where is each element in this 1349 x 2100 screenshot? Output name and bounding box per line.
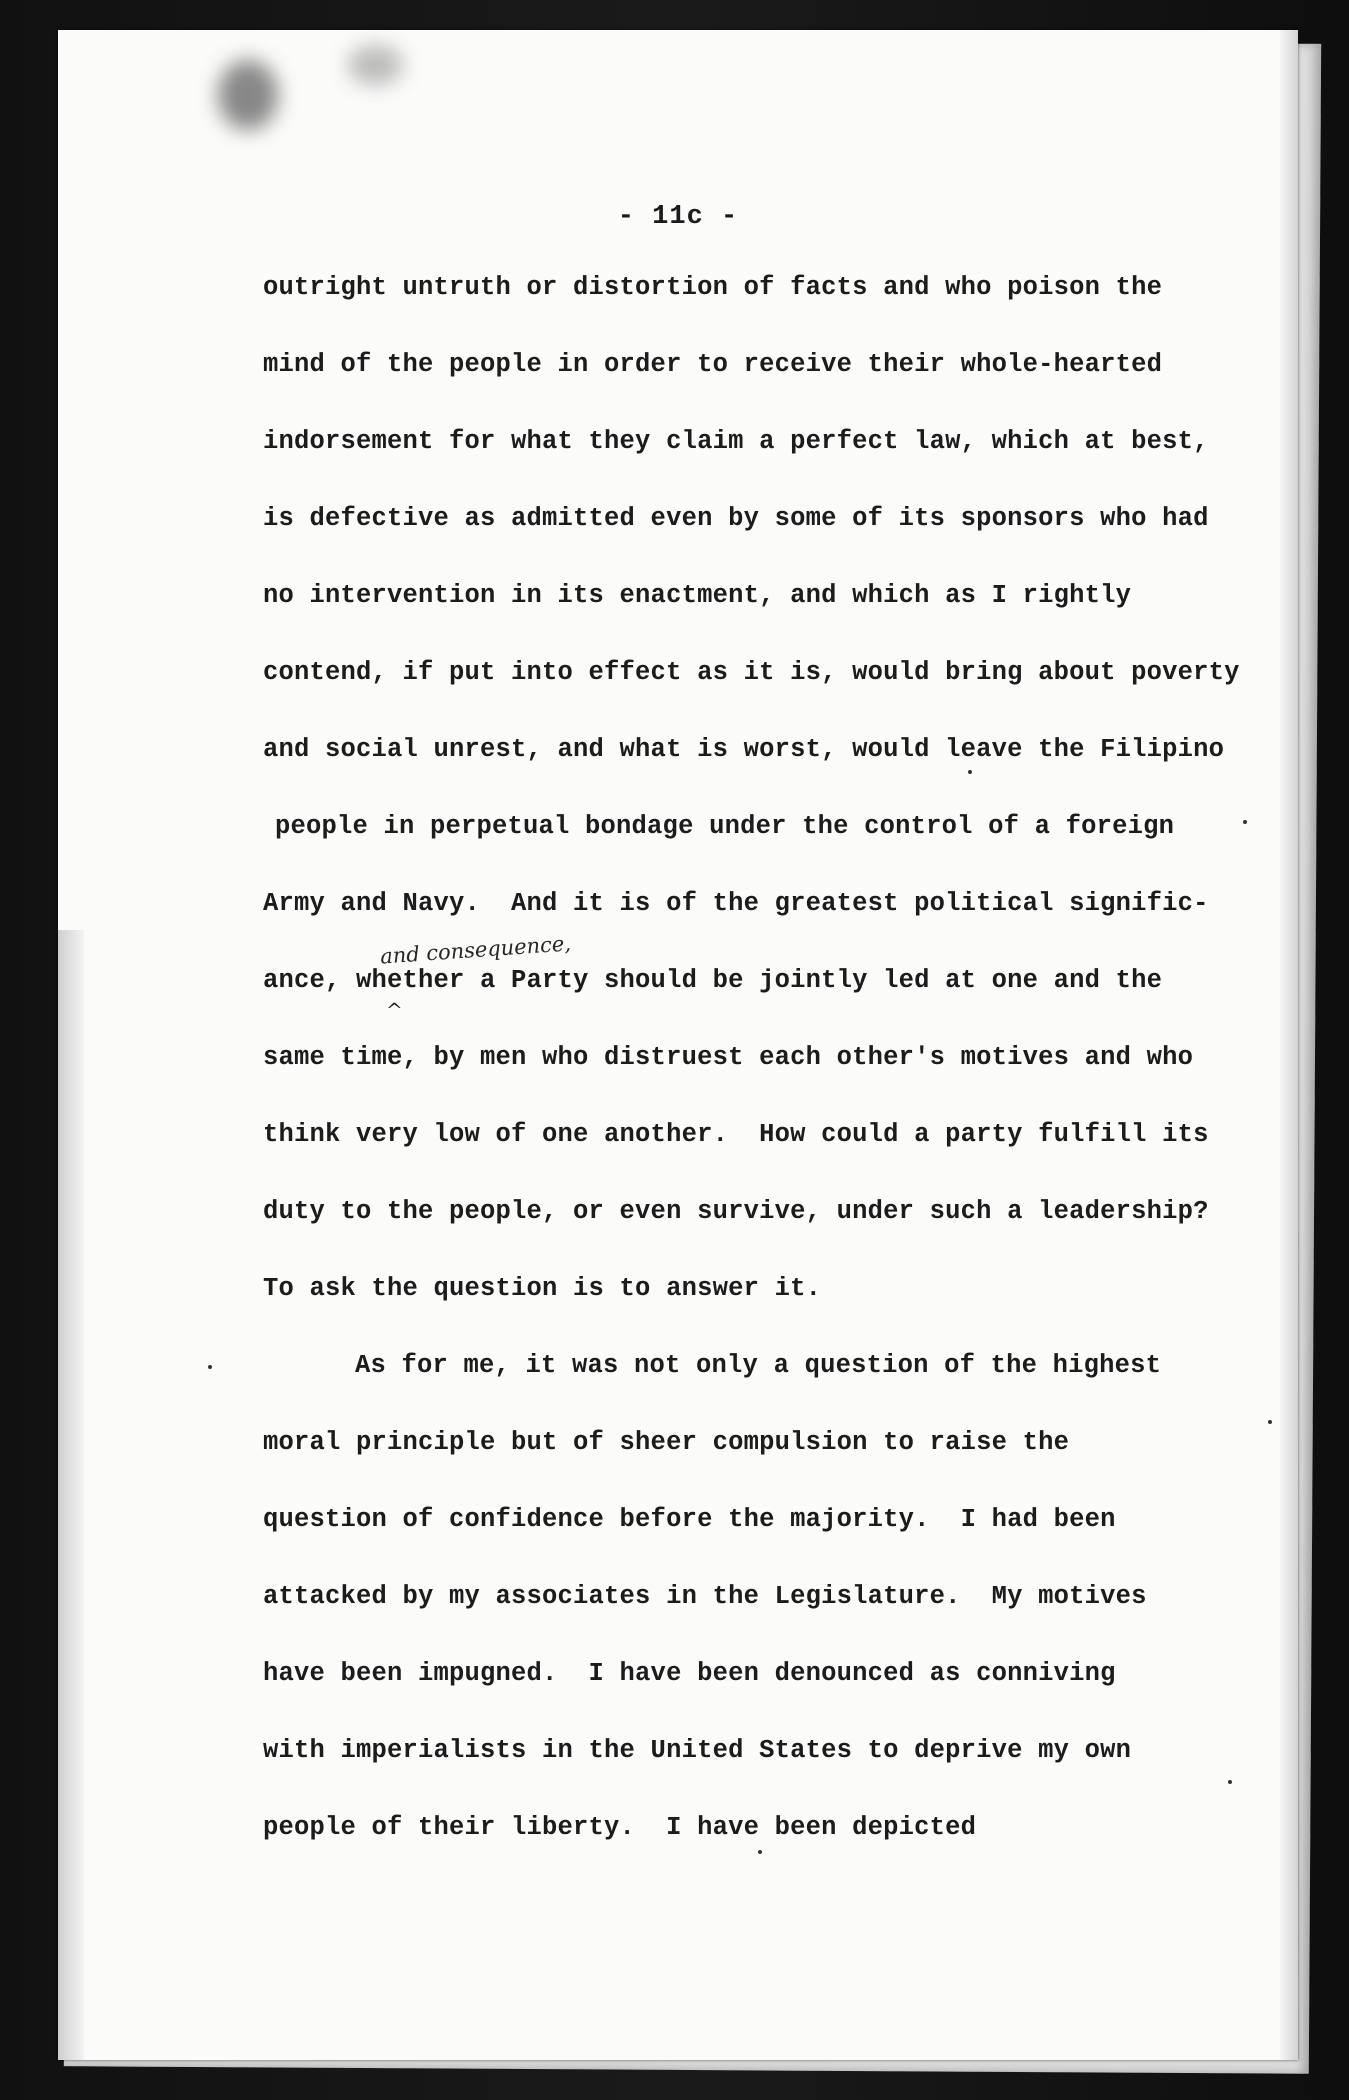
ink-speck	[758, 1850, 762, 1854]
page-left-edge	[58, 930, 84, 2060]
paragraph-first-line: As for me, it was not only a question of the highest	[355, 1351, 1162, 1380]
text-line: ance, whether a Party should be jointly led at one and the	[263, 966, 1163, 995]
text-line: with imperialists in the United States to deprive my own	[263, 1736, 1132, 1765]
text-line: people of their liberty. I have been depicted	[263, 1813, 977, 1842]
ink-smudge	[218, 60, 278, 130]
document-page	[58, 30, 1298, 2060]
text-line: and social unrest, and what is worst, would leave the Filipino	[263, 735, 1225, 764]
text-line: same time, by men who distruest each other's motives and who	[263, 1043, 1194, 1072]
page-number: - 11c -	[617, 202, 739, 232]
text-line: duty to the people, or even survive, under such a leadership?	[263, 1197, 1209, 1226]
ink-speck	[1243, 820, 1247, 824]
text-line: To ask the question is to answer it.	[263, 1274, 822, 1303]
ink-smudge	[348, 45, 403, 85]
text-line: attacked by my associates in the Legislature. My motives	[263, 1582, 1147, 1611]
text-line: indorsement for what they claim a perfect law, which at best,	[263, 427, 1209, 456]
text-line: mind of the people in order to receive their whole-hearted	[263, 350, 1163, 379]
page-right-edge	[1280, 30, 1298, 2060]
ink-speck	[1268, 1420, 1272, 1424]
text-line: is defective as admitted even by some of its sponsors who had	[263, 504, 1209, 533]
ink-speck	[968, 770, 972, 774]
text-line: moral principle but of sheer compulsion to raise the	[263, 1428, 1070, 1457]
ink-speck	[208, 1365, 212, 1369]
text-line: think very low of one another. How could a party fulfill its	[263, 1120, 1209, 1149]
text-line: have been impugned. I have been denounced as conniving	[263, 1659, 1116, 1688]
handwritten-annotation: and consequence,	[379, 931, 572, 969]
text-line: people in perpetual bondage under the control of a foreign	[275, 812, 1175, 841]
ink-speck	[1228, 1780, 1232, 1784]
insertion-caret: ^	[386, 998, 403, 1022]
text-line: no intervention in its enactment, and which as I rightly	[263, 581, 1132, 610]
typed-body-text	[263, 268, 1273, 1885]
text-line: outright untruth or distortion of facts and who poison the	[263, 273, 1163, 302]
text-line: contend, if put into effect as it is, would bring about poverty	[263, 658, 1240, 687]
text-line: Army and Navy. And it is of the greatest political signific-	[263, 889, 1209, 918]
text-line: question of confidence before the majority. I had been	[263, 1505, 1116, 1534]
